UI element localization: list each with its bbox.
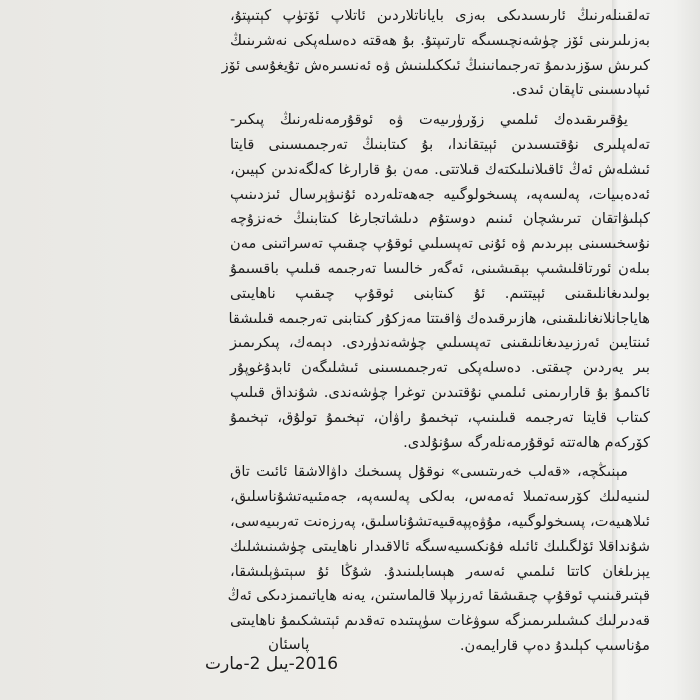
text-line: ئاكىمۇ بۇ قارارىمنى ئىلمىي نۇقتىدىن توغرا چۈشەندى. شۇنداق قىلىپ [230,383,650,401]
text-line: كىرىش سۆزىدىمۇ تەرجىمانىنىڭ ئىككىلىنىش ۋە ئەنسىرەش تۇيغۇسى ئۆز [221,56,650,74]
signature-name: پاسئان [268,635,310,653]
text-line: مۇناسىپ كېلىدۇ دەپ قارايمەن. [459,636,650,654]
text-line: ئىپادىسىنى تاپقان ئىدى. [511,81,650,99]
text-line: كېلىۋاتقان تىرىشچان ئىنىم دوستۇم دىلشاتجارغا كىتابنىڭ خەنزۇچە [230,210,650,228]
text-line: كىتاب قايتا تەرجىمە قىلىنىپ، تېخىمۇ راۋان، تېخىمۇ تولۇق، تېخىمۇ [230,408,650,426]
text-line: يېزىلغان كاتتا ئىلمىي ئەسەر ھېسابلىنىدۇ. شۇڭا ئۇ سېتىۋېلىشقا، [230,562,650,580]
text-line: ئىلاھىيەت، پسىخولوگىيە، مۇۋەپپەقىيەتشۇناسلىق، پەرزەنت تەربىيەسى، [230,512,650,530]
text-line: ئىشلەش ئەڭ ئاقىلانىلىكتەك قىلاتتى. مەن بۇ قارارغا كەلگەندىن كېيىن، [230,160,650,178]
text-line: كۆركەم ھالەتتە ئوقۇرمەنلەرگە سۇنۇلدى. [403,433,650,451]
text-line: بولىدىغانلىقىنى ئېيتتىم. ئۇ كىتابنى ئوقۇپ چىقىپ ناھايىتى [230,284,650,302]
text-line: بىر يەردىن چىقتى. دەسلەپكى تەرجىمىسىنى ئىشلىگەن ئابدۇغوپۇر [230,359,650,377]
text-line: ھاياجانلانغانلىقىنى، ھازىرقىدەك ۋاقىتتا مەزكۇر كىتابنى تەرجىمە قىلىشقا [228,309,650,327]
text-line: نۇسخىسىنى بېرىدىم ۋە ئۇنى تەپسىلىي ئوقۇپ چىقىپ تەسراتىنى مەن [230,235,650,253]
paragraph [221,4,650,103]
text-line: شۇنداقلا ئۆلگىلىك ئائىلە فۇنكسىيەسىگە ئالاقىدار ناھايىتى چۈشىنىشلىك [230,537,650,555]
text-line: يۇقىرىقىدەك ئىلمىي زۆرۈرىيەت ۋە ئوقۇرمەنلەرنىڭ پىكىر- [230,111,628,129]
text-line: ئەدەبىيات، پەلسەپە، پسىخولوگىيە جەھەتلەردە ئۇنىۋېرسال ئىزدىنىپ [230,185,650,203]
text-line: تەلقىنلەرنىڭ ئارىسىدىكى بەزى باياناتلاردىن ئاتلاپ ئۆتۈپ كېتىپتۇ، [230,7,650,24]
text-line: تەلەپلىرى نۇقتىسىدىن ئېيتقاندا، بۇ كىتابنىڭ تەرجىمىسىنى قايتا [230,135,650,153]
text-line: مېنىڭچە، «قەلب خەرىتىسى» نوقۇل پسىخىك داۋالاشقا ئائىت تاق [230,463,628,481]
paragraph [230,108,650,455]
text-line: قەدىرلىك كىشىلىرىمىزگە سوۋغات سۈپىتىدە تەقدىم ئېتىشكىمۇ ناھايىتى [230,612,650,630]
text-line: لىنىيەلىك كۆرسەتمىلا ئەمەس، بەلكى پەلسەپە، جەمئىيەتشۇناسلىق، [230,488,650,506]
body-text [221,4,650,664]
paragraph [227,460,650,658]
text-line: بىلەن ئورتاقلىشىپ بېقىشىنى، ئەگەر خالىسا تەرجىمە قىلىپ باقسىمۇ [230,259,650,277]
text-line: ئىنتايىن ئەرزىيدىغانلىقىنى تەپسىلىي چۈشەندۈردى. دېمەك، پىكرىمىز [230,334,650,352]
signature-date: 2016-يىل 2-مارت [205,654,339,674]
text-line: بەزىلىرىنى ئۆز چۈشەنچىسىگە تارتىپتۇ. بۇ ھەقتە دەسلەپكى نەشرىنىڭ [230,31,650,49]
text-line: قېتىرقىنىپ ئوقۇپ چىقىشقا ئەرزىپلا قالماستىن، يەنە ھاياتىمىزدىكى ئەڭ [227,587,650,605]
